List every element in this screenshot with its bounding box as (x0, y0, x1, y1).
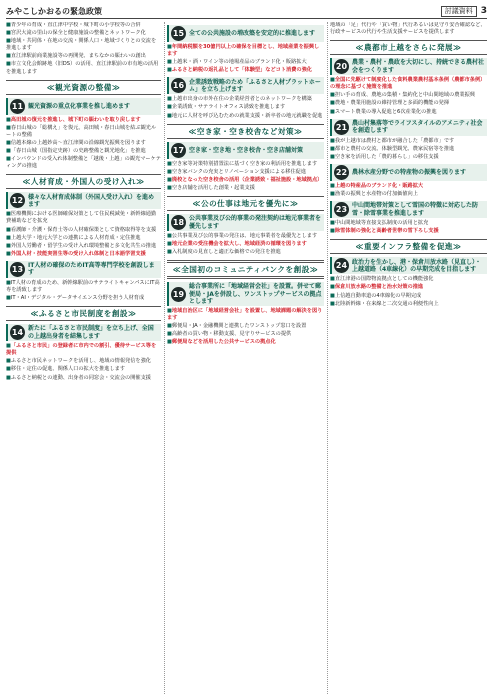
policy-item (330, 164, 487, 181)
section-heading: ≪重要インフラ整備を促進≫ (330, 239, 487, 254)
text: ■ 上越大学・地元大学との連携による人材育成・定住推進 (6, 235, 161, 242)
column-2 (167, 22, 324, 696)
text: ■ 上越市出身の市外在住の企業経営者とのネットワークを構築 (167, 96, 324, 103)
item-title: 新たに「ふるさと市民制度」を立ち上げ、全国の上越出身者を結集します (28, 325, 154, 340)
text: ■ 担い手の育成、農地の集積・集約化と中山間地域の農業振興 (330, 92, 487, 99)
text: ■ 企業誘致・サテライトオフィス誘致を推進します (167, 104, 324, 111)
text: ■ ふるさと納税の返礼品として「体験型」などコト消費の強化 (167, 67, 324, 74)
item-number: 22 (334, 165, 349, 180)
header-tag: 討議資料 (441, 6, 477, 17)
item-number: 13 (10, 262, 25, 277)
policy-item (6, 261, 161, 278)
text: ■ 空き家を活用した「農的暮らし」の移住支援 (330, 154, 487, 161)
text: ■ 直江津港の国際物流拠点としての機能強化 (330, 276, 487, 283)
text: ■ 空き家バンクの充実とリノベーション支援による移住促進 (167, 169, 324, 176)
column-3 (330, 22, 487, 696)
item-title: 総合事業所に「地域経営会社」を設置。併せて郵便局・JAを併設し、ワンストップサービスの拠点とします (189, 283, 322, 305)
section-heading: ≪人材育成・外国人の受け入れ≫ (6, 174, 161, 189)
item-number: 14 (10, 325, 25, 340)
page-number: 3 (480, 6, 487, 16)
text: ■ 年間納税額を30億円以上の確保を目標とし、地域産業を振興します (167, 44, 324, 58)
policy-item (167, 77, 324, 94)
text: ■ 中山間地域等直接支払制度の活用と拡充 (330, 220, 487, 227)
item-title: 中山間地帯対策として雪国の特徴に対応した防雪・除雪事業を推進します (352, 202, 479, 217)
header-right (441, 6, 487, 17)
item-number: 12 (10, 193, 25, 208)
text: ■ 全国に先駆けて制度化した食料農業農村基本条例（農都市条例）の理念に基づく施策を推進 (330, 77, 487, 91)
text: ■ 市立文化会館跡地（旧DS）の活用、直江津駅前の市有地の活用を推進します (6, 61, 161, 75)
text: ■ ふるさと納税との連動、出身者の同窓会・交流会の開催支援 (6, 375, 161, 382)
column-divider (327, 22, 328, 694)
text: ■ 高齢者の買い物・移動支援、見守りサービスの提供 (167, 331, 324, 338)
item-number: 23 (334, 202, 349, 217)
text: ■ 漁業の振興と水産物の付加価値向上 (330, 191, 487, 198)
section-heading: ≪全国初のコミュニティバンクを創設≫ (167, 260, 324, 279)
item-title: IT人材の確保のためIT高等専門学校を創設します (28, 262, 155, 277)
item-title: 農山村集落等でライフスタイルのアメニティ社会を創造します (352, 119, 483, 135)
policy-item (167, 25, 324, 42)
column-divider (164, 22, 165, 694)
text: ■ 「春日山城（国指定史跡）の史跡整備と観光地化」を推進 (6, 148, 161, 155)
text: ■ IT人材の育成のため、新幹線駅前のサテライトキャンパスにIT高専を誘致します (6, 280, 161, 294)
text: ■ 医療機関における医師確保対策として住民税減免・新幹線通勤費補助などを拡充 (6, 211, 161, 225)
section-heading: ≪農都市上越をさらに発展≫ (330, 40, 487, 55)
text: ■ 郵便局などを活用した公共サービスの拠点化 (167, 339, 324, 346)
text: ■ 北陸新幹線・在来線と二次交通の利便性向上 (330, 301, 487, 308)
text: ■ 郵便局・JA・金融機関と連携したワンストップ窓口を設置 (167, 323, 324, 330)
item-title: 公共事業及び公的事業の発注契約は地元事業者を優先します (189, 215, 322, 230)
section-heading: ≪観光資源の整備≫ (6, 80, 161, 95)
item-number: 15 (171, 26, 186, 41)
policy-item (330, 257, 487, 274)
text: ■ 廃校となった空き校舎の活用（企業誘致・福祉施設・地域拠点） (167, 177, 324, 184)
item-number: 24 (334, 258, 349, 273)
text: ■ 保倉川放水路の整備と治水対策の推進 (330, 284, 487, 291)
text: ■ 除雪体制の強化と高齢者世帯の雪下ろし支援 (330, 228, 487, 235)
item-number: 20 (334, 59, 349, 74)
text: ■ 地元企業の受注機会を拡大し、地域経済の循環を図ります (167, 241, 324, 248)
text: ■ 看護師・介護・保育士等の人材確保策として資格取得等を支援 (6, 227, 161, 234)
item-number: 16 (171, 78, 186, 93)
item-title: 企業誘致戦略のため「ふるさと人材プラットホーム」を立ち上げます (189, 78, 321, 93)
section-heading: ≪ふるさと市民制度を創設≫ (6, 306, 161, 321)
item-title: 農林水産分野での特産物の振興を図ります (352, 168, 467, 176)
section-heading: ≪公の仕事は地元を優先に≫ (167, 196, 324, 211)
page-header (6, 4, 487, 19)
header-title: みやこしかおるの緊急政策 (6, 6, 102, 16)
text: ■ 地域自治区に「地域経営会社」を設置し、地域課題の解決を図ります (167, 308, 324, 322)
text: ■ 青少年の育成・直江津中学校・城下町の小学校等の合併 (6, 22, 161, 29)
text: ■ 直江津駅前商業施設等の再開発、まちなかの賑わいの創出 (6, 53, 161, 60)
text: ■ 我が上越市は農村と都市が融合した「農都市」です (330, 138, 487, 145)
text: ■ 公共事業及び公的事業の発注は、地元事業者を最優先とします (167, 233, 324, 240)
item-title: 農業・農村・農政を大切にし、持続できる農村社会をつくります (352, 59, 485, 74)
text: ■ 移住・定住の促進、関係人口の拡大を推進します (6, 366, 161, 373)
text: ■ 入札制度の見直しと適正な価格での発注を推進 (167, 249, 324, 256)
policy-item (6, 192, 161, 209)
policy-item (167, 142, 324, 159)
text: ■ 春日山城の「総構え」を復元。高田城・春日山城を結ぶ観光ルートの整備 (6, 125, 161, 139)
policy-item (330, 58, 487, 75)
text: ■ 農地・農業用施設の維持管理と多面的機能の発揮 (330, 100, 487, 107)
text: ■ IT・AI・デジタル・データサイエンス分野を担う人材育成 (6, 295, 161, 302)
text: ■ 外国人材・技能実習生等の受け入れ体制と日本語学習支援 (6, 251, 161, 258)
text: ■ 「ふるさと市民」の登録者に市内での割引、優待サービス等を提供 (6, 343, 161, 357)
column-1 (6, 22, 161, 696)
text: ■ 都市と農村の交流、体験型観光、農家民宿等を推進 (330, 146, 487, 153)
item-title: 全ての公共施設の増改築を安定的に推進します (189, 29, 316, 37)
item-number: 21 (334, 120, 349, 135)
text: ■ 宮沢大滝の里山の保全と健康施設の整備とネットワーク化 (6, 30, 161, 37)
section-heading: ≪空き家・空き校舎など対策≫ (167, 124, 324, 139)
text: ■ 上越の特産品のブランド化・販路拡大 (330, 183, 487, 190)
text: ■ 高田城の復元を推進し、城下町の賑わいを取り戻します (6, 117, 161, 124)
text: 地域の「足」代行や「買い物」代行あるいは見守り安否確認など、行政サービスの代行や生活支援サービスを提供します (330, 22, 486, 36)
text: ■ 地元に人材を呼び込むための就業支援・新卒者の地元就職を促進 (167, 113, 324, 120)
item-title: 様々な人材育成体制（外国人受け入れ）を進めます (28, 193, 155, 208)
policy-item (6, 324, 161, 341)
text: ■ 上信越自動車道の4車線化の早期完成 (330, 293, 487, 300)
item-number: 11 (10, 99, 25, 114)
item-title: 観光資源の重点化事業を推し進めます (28, 102, 131, 110)
item-title: 政治力を生かし、港・保倉川放水路（見直し）・上越道路（4車線化）の早期完成を目指します (352, 258, 482, 273)
text: ■ インバウンドの受入れ体制整備と「越後・上越」の観光マーケティングの推進 (6, 156, 161, 170)
text: ■ 空き家等対策特別措置法に基づく空き家の利活用を推進します (167, 161, 324, 168)
policy-item (330, 201, 487, 218)
text: ■ スマート農業の導入促進と6次産業化の推進 (330, 109, 487, 116)
item-number: 19 (171, 287, 186, 302)
item-title: 空き家・空き地・空き校舎・空き店舗対策 (189, 146, 304, 154)
policy-item (167, 282, 324, 306)
text: ■ 地域・共同体・在地の交流・関係人口・地域づくりとの交流を推進します (6, 38, 161, 52)
text: ■ 空き店舗を活用した創業・起業支援 (167, 185, 324, 192)
text: ■ 上越米・酒・ワイン等の地場産品のブランド化・販路拡大 (167, 59, 324, 66)
text: ■ 信越本線の上越妙高〜直江津間の沿線観光振興を図ります (6, 140, 161, 147)
policy-item (6, 98, 161, 115)
policy-item (167, 214, 324, 231)
policy-item (330, 119, 487, 136)
text: ■ 外国人労働者・留学生の受け入れ環境整備と多文化共生の推進 (6, 243, 161, 250)
item-number: 17 (171, 143, 186, 158)
item-number: 18 (171, 215, 186, 230)
text: ■ ふるさと市民ネットワークを活用し、地域の情報発信を強化 (6, 358, 161, 365)
